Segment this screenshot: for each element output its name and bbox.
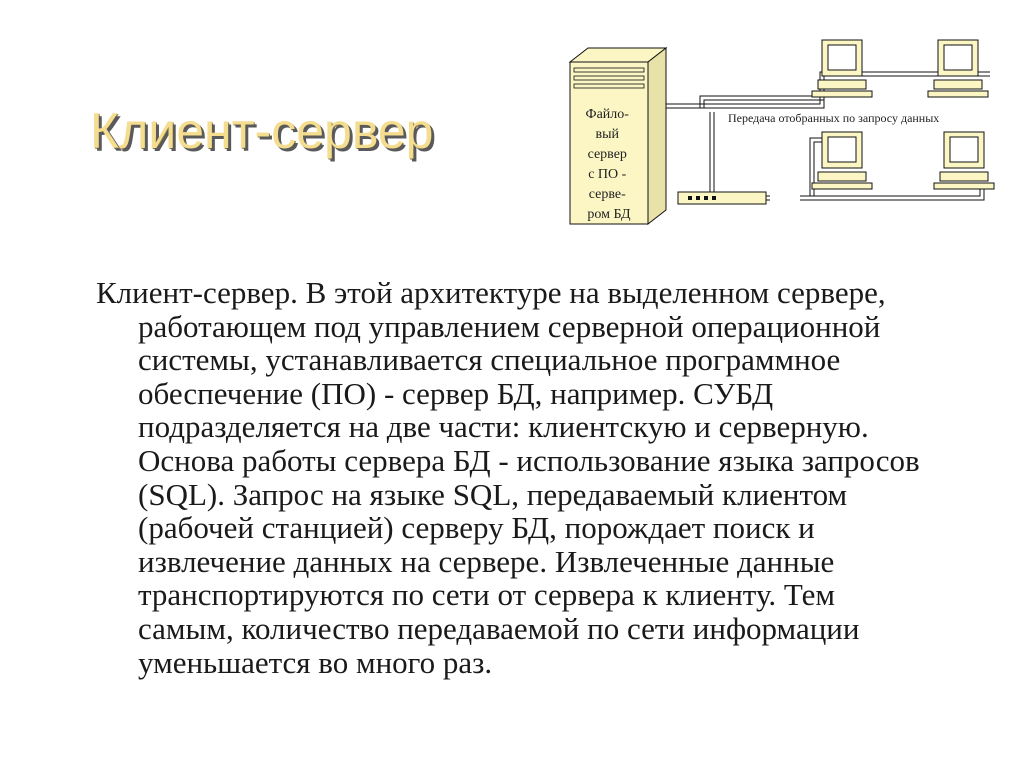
slide-body xyxy=(96,276,936,679)
workstation-icon xyxy=(812,40,872,97)
server-label-line: сервер xyxy=(587,147,627,162)
server-label-line: серве- xyxy=(588,187,626,202)
workstation-icon xyxy=(812,132,872,189)
body-paragraph: Клиент-сервер. В этой архитектуре на выделенном сервере, работающем под управлением серверной операционной системы, устанавливается специальное программное обеспечение (ПО) - сервер БД, например. СУБД подразделяется на две части: клиентскую и серверную. Основа работы сервера БД - использование языка запросов (SQL). Запрос на языке SQL, передаваемый клиентом (рабочей станцией) серверу БД, порождает поиск и извлечение данных на сервере. Извлеченные данные транспортируются по сети от сервера к клиенту. Тем самым, количество передаваемой по сети информации уменьшается во много раз. xyxy=(96,275,920,680)
hub-icon xyxy=(678,192,766,204)
file-server-icon xyxy=(570,48,666,224)
server-label-line: вый xyxy=(595,127,620,142)
network-label: Передача отобранных по запросу данных xyxy=(728,111,940,125)
client-server-diagram xyxy=(560,34,1010,234)
server-label-line: с ПО - xyxy=(588,167,627,182)
server-label-line: ром БД xyxy=(587,207,631,222)
workstation-icon xyxy=(928,40,988,97)
slide-title: Клиент-сервер xyxy=(90,103,434,159)
server-label-line: Файло- xyxy=(585,107,629,122)
workstation-icon xyxy=(934,132,994,189)
